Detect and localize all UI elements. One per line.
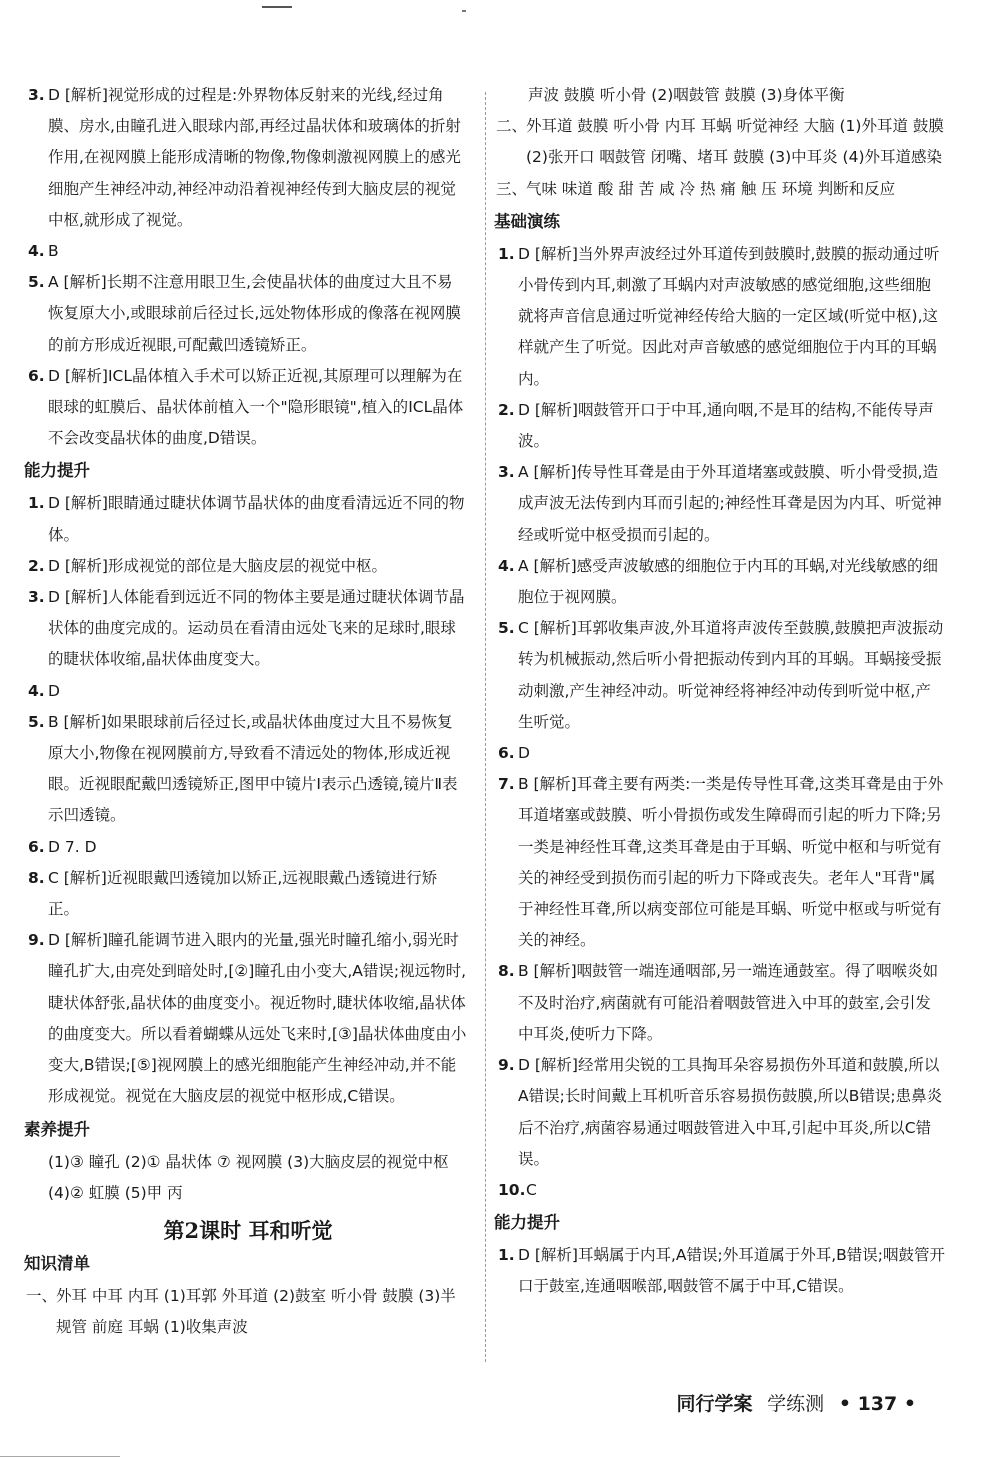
series-name: 学练测 (767, 1393, 825, 1415)
top-rule (262, 6, 292, 8)
answer-item: 4. D (28, 681, 60, 700)
answer-item: 8. C [解析]近视眼戴凹透镜加以矫正,远视眼戴凸透镜进行矫正。 (28, 868, 438, 919)
answer-item: 9. D [解析]经常用尖锐的工具掏耳朵容易损伤外耳道和鼓膜,所以A错误;长时间戴上耳机听音乐容易损伤鼓膜,所以B错误;患鼻炎后不治疗,病菌容易通过咽鼓管进入中耳,引起中耳炎,所以C错误。 (498, 1056, 943, 1168)
section-heading-literacy: 素养提升 (24, 1119, 90, 1139)
answer-item: 6. D [解析]ICL晶体植入手术可以矫正近视,其原理可以理解为在眼球的虹膜后、晶状体前植入一个"隐形眼镜",植入的ICL晶体不会改变晶状体的曲度,D错误。 (28, 366, 464, 448)
answer-item: 3. A [解析]传导性耳聋是由于外耳道堵塞或鼓膜、听小骨受损,造成声波无法传到内耳而引起的;神经性耳聋是因为内耳、听觉神经或听觉中枢受损而引起的。 (498, 463, 942, 544)
top-mark (462, 10, 466, 12)
answer-item: 10. C (498, 1180, 537, 1199)
left-column (24, 80, 468, 1343)
page-footer (669, 1389, 916, 1416)
knowledge-item: 一、 外耳 中耳 内耳 (1)耳郭 外耳道 (2)鼓室 听小骨 鼓膜 (3)半规管 前庭 耳蜗 (1)收集声波 (26, 1286, 456, 1337)
knowledge-item: 二、 外耳道 鼓膜 听小骨 内耳 耳蜗 听觉神经 大脑 (1)外耳道 鼓膜 (2)张开口 咽鼓管 闭嘴、堵耳 鼓膜 (3)中耳炎 (4)外耳道感染 (496, 117, 944, 167)
literacy-answer: (1)③ 瞳孔 (2)① 晶状体 ⑦ 视网膜 (3)大脑皮层的视觉中枢 (4)② 虹膜 (5)甲 丙 (48, 1152, 449, 1202)
answer-item: 2. D [解析]形成视觉的部位是大脑皮层的视觉中枢。 (28, 556, 387, 575)
answer-item: 6. D (498, 744, 530, 763)
answer-item: 4. B (28, 242, 59, 261)
page-number: • 137 • (838, 1393, 916, 1415)
answer-item: 7. B [解析]耳聋主要有两类:一类是传导性耳聋,这类耳聋是由于外耳道堵塞或鼓膜、听小骨损伤或发生障碍而引起的听力下降;另一类是神经性耳聋,这类耳聋是由于耳蜗、听觉中枢和与听觉有关的神经受到损伤而引起的听力下降或丧失。老年人"耳背"属于神经性耳聋,所以病变部位可能是耳蜗、听觉中枢或与听觉有关的神经。 (498, 775, 944, 950)
brand-name: 同行学案 (676, 1393, 753, 1415)
answer-item: 4. A [解析]感受声波敏感的细胞位于内耳的耳蜗,对光线敏感的细胞位于视网膜。 (498, 556, 939, 607)
section-heading-basic: 基础演练 (494, 211, 560, 231)
knowledge-continuation: 声波 鼓膜 听小骨 (2)咽鼓管 鼓膜 (3)身体平衡 (528, 86, 845, 104)
answer-item: 3. D [解析]人体能看到远近不同的物体主要是通过睫状体调节晶状体的曲度完成的。运动员在看清由远处飞来的足球时,眼球的睫状体收缩,晶状体曲度变大。 (28, 588, 465, 669)
section-heading-ability: 能力提升 (24, 461, 90, 481)
right-column (494, 80, 946, 1303)
column-divider (485, 92, 487, 1362)
knowledge-item: 三、 气味 味道 酸 甜 苦 咸 冷 热 痛 触 压 环境 判断和反应 (496, 179, 896, 198)
section-heading-knowledge: 知识清单 (24, 1253, 90, 1273)
answer-item: 3. D [解析]视觉形成的过程是:外界物体反射来的光线,经过角膜、房水,由瞳孔进入眼球内部,再经过晶状体和玻璃体的折射作用,在视网膜上能形成清晰的物像,物像刺激视网膜上的感光细胞产生神经冲动,神经冲动沿着视神经传到大脑皮层的视觉中枢,就形成了视觉。 (28, 86, 461, 229)
answer-item: 5. B [解析]如果眼球前后径过长,或晶状体曲度过大且不易恢复原大小,物像在视网膜前方,导致看不清远处的物体,形成近视眼。近视眼配戴凹透镜矫正,图甲中镜片Ⅰ表示凸透镜,镜片Ⅱ表示凹透镜。 (28, 712, 458, 825)
answer-item: 1. D [解析]眼睛通过睫状体调节晶状体的曲度看清远近不同的物体。 (28, 494, 465, 544)
answer-item: 9. D [解析]瞳孔能调节进入眼内的光量,强光时瞳孔缩小,弱光时瞳孔扩大,由亮处到暗处时,[②]瞳孔由小变大,A错误;视远物时,睫状体舒张,晶状体的曲度变小。视近物时,睫状体收缩,晶状体的曲度变大。所以看着蝴蝶从远处飞来时,[③]晶状体曲度由小变大,B错误;[⑤]视网膜上的感光细胞能产生神经冲动,并不能形成视觉。视觉在大脑皮层的视觉中枢形成,C错误。 (28, 931, 467, 1106)
answer-item: 1. D [解析]耳蜗属于内耳,A错误;外耳道属于外耳,B错误;咽鼓管开口于鼓室,连通咽喉部,咽鼓管不属于中耳,C错误。 (498, 1246, 945, 1296)
answer-item: 6. D 7. D (28, 837, 97, 856)
section-heading-ability-2: 能力提升 (494, 1213, 560, 1233)
bottom-rule (0, 1456, 120, 1457)
answer-item: 5. A [解析]长期不注意用眼卫生,会使晶状体的曲度过大且不易恢复原大小,或眼球前后径过长,远处物体形成的像落在视网膜的前方形成近视眼,可配戴凹透镜矫正。 (28, 273, 461, 354)
lesson-title: 第2课时 耳和听觉 (163, 1217, 333, 1243)
answer-item: 8. B [解析]咽鼓管一端连通咽部,另一端连通鼓室。得了咽喉炎如不及时治疗,病菌就有可能沿着咽鼓管进入中耳的鼓室,会引发中耳炎,使听力下降。 (498, 962, 939, 1043)
answer-item: 5. C [解析]耳郭收集声波,外耳道将声波传至鼓膜,鼓膜把声波振动转为机械振动,然后听小骨把振动传到内耳的耳蜗。耳蜗接受振动刺激,产生神经冲动。听觉神经将神经冲动传到听觉中枢,产生听觉。 (498, 619, 944, 731)
answer-item: 1. D [解析]当外界声波经过外耳道传到鼓膜时,鼓膜的振动通过听小骨传到内耳,刺激了耳蜗内对声波敏感的感觉细胞,这些细胞就将声音信息通过听觉神经传给大脑的一定区域(听觉中枢),这样就产生了听觉。因此对声音敏感的感觉细胞位于内耳的耳蜗内。 (498, 244, 940, 388)
answer-item: 2. D [解析]咽鼓管开口于中耳,通向咽,不是耳的结构,不能传导声波。 (498, 400, 934, 451)
